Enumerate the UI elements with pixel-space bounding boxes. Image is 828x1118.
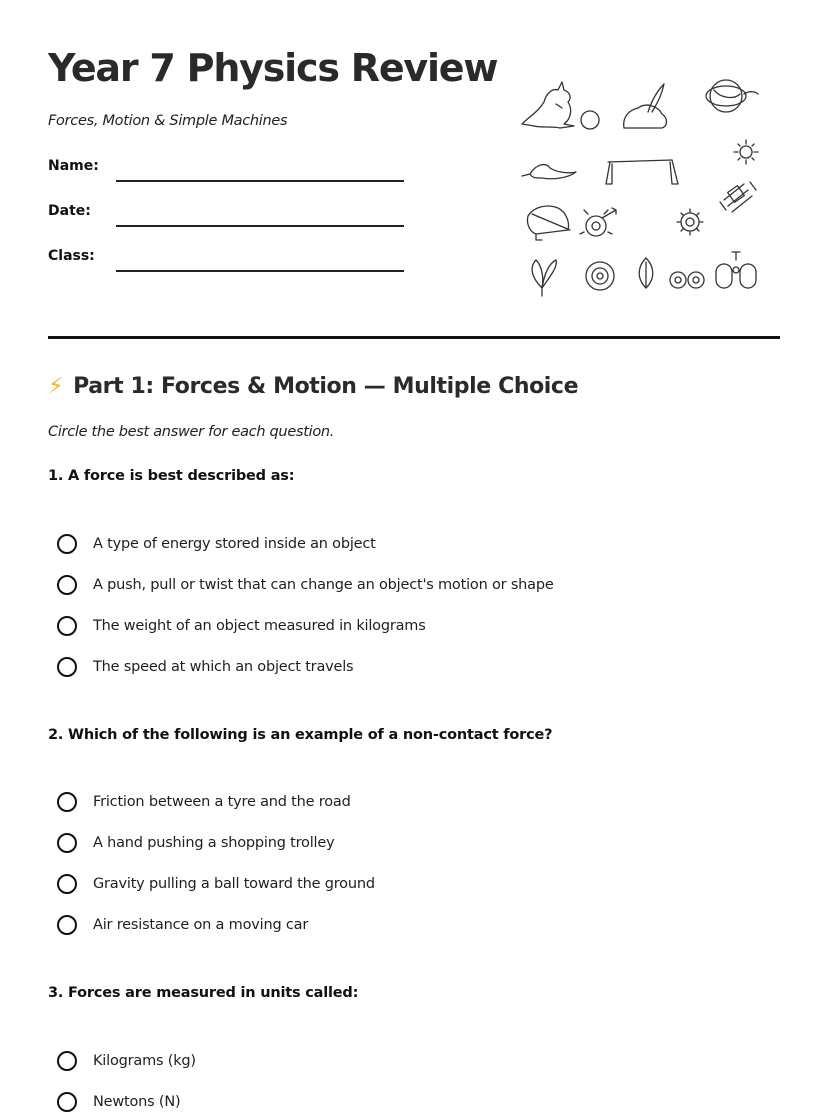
- option-3b[interactable]: [57, 1089, 181, 1115]
- section-divider: [48, 336, 780, 339]
- radio-circle[interactable]: [57, 833, 77, 853]
- radio-circle[interactable]: [57, 792, 77, 812]
- radio-circle[interactable]: [57, 1051, 77, 1071]
- option-text: Newtons (N): [93, 1094, 181, 1110]
- option-1b[interactable]: [57, 572, 554, 598]
- radio-circle[interactable]: [57, 915, 77, 935]
- section-instructions: Circle the best answer for each question.: [48, 424, 335, 440]
- radio-circle[interactable]: [57, 616, 77, 636]
- class-label: Class:: [48, 248, 95, 264]
- option-text: Air resistance on a moving car: [93, 917, 309, 933]
- rock-feather-icon: [624, 84, 667, 128]
- option-1d[interactable]: [57, 654, 353, 680]
- option-2d[interactable]: [57, 912, 308, 938]
- option-text: A type of energy stored inside an object: [93, 536, 376, 552]
- gear-arrow-icon: [580, 208, 616, 236]
- date-field[interactable]: [48, 203, 408, 227]
- option-text: The speed at which an object travels: [93, 659, 354, 675]
- gear-icon: [677, 209, 703, 235]
- option-text: The weight of an object measured in kilograms: [93, 618, 426, 634]
- section-title: [48, 374, 578, 399]
- option-text: Gravity pulling a ball toward the ground: [93, 876, 375, 892]
- option-text: A hand pushing a shopping trolley: [93, 835, 335, 851]
- wheel-icon: [586, 262, 614, 290]
- platypus-icon: [522, 165, 576, 179]
- option-text: Friction between a tyre and the road: [93, 794, 351, 810]
- question-2: 2. Which of the following is an example of a non-contact force?: [48, 727, 553, 743]
- name-field[interactable]: [48, 158, 408, 182]
- option-text: A push, pull or twist that can change an object's motion or shape: [93, 577, 554, 593]
- radio-circle[interactable]: [57, 657, 77, 677]
- kangaroo-icon: [522, 82, 574, 128]
- option-text: Kilograms (kg): [93, 1053, 196, 1069]
- name-line[interactable]: [116, 180, 404, 182]
- question-1: 1. A force is best described as:: [48, 468, 295, 484]
- radio-circle[interactable]: [57, 1092, 77, 1112]
- ramp-icon: [527, 206, 570, 240]
- section-title-text: Part 1: Forces & Motion — Multiple Choice: [73, 374, 579, 399]
- question-3: 3. Forces are measured in units called:: [48, 985, 359, 1001]
- page-subtitle: Forces, Motion & Simple Machines: [48, 113, 288, 129]
- page-title: Year 7 Physics Review: [48, 46, 498, 90]
- binoculars-icon: [670, 272, 704, 288]
- option-2c[interactable]: [57, 871, 375, 897]
- radio-circle[interactable]: [57, 874, 77, 894]
- ball-icon: [581, 111, 599, 129]
- science-doodles: [512, 66, 772, 302]
- date-line[interactable]: [116, 225, 404, 227]
- radio-circle[interactable]: [57, 575, 77, 595]
- globe-icon: [706, 80, 758, 112]
- class-field[interactable]: [48, 248, 408, 272]
- name-label: Name:: [48, 158, 99, 174]
- radio-circle[interactable]: [57, 534, 77, 554]
- bridge-icon: [606, 160, 678, 184]
- leaf-icon: [639, 258, 653, 288]
- class-line[interactable]: [116, 270, 404, 272]
- leaves-icon: [532, 260, 556, 296]
- lock-machine-icon: [716, 252, 756, 288]
- option-3a[interactable]: [57, 1048, 196, 1074]
- option-2b[interactable]: [57, 830, 335, 856]
- satellite-icon: [720, 182, 756, 212]
- option-1a[interactable]: [57, 531, 376, 557]
- option-2a[interactable]: [57, 789, 351, 815]
- date-label: Date:: [48, 203, 91, 219]
- sun-icon: [734, 140, 758, 164]
- option-1c[interactable]: [57, 613, 426, 639]
- lightning-icon: ⚡: [48, 374, 64, 399]
